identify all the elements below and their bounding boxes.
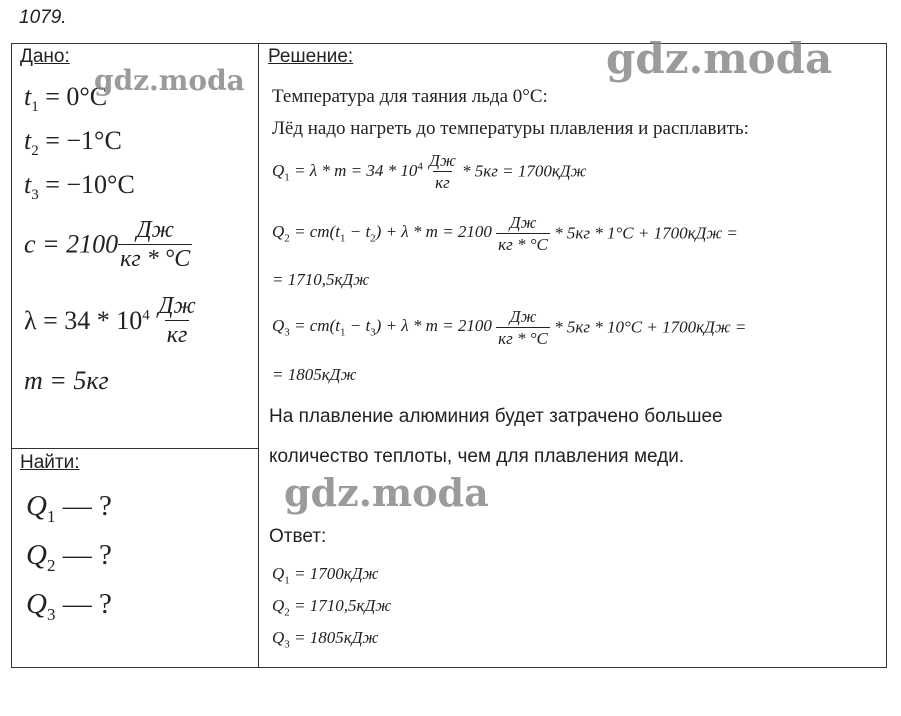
equation-q3-continuation: = 1805кДж <box>272 365 357 384</box>
find-q3 <box>26 588 112 625</box>
eq2-s2: 2 <box>370 232 376 245</box>
eq3-a: = cm(t <box>294 316 340 336</box>
eq2-mid: − t <box>345 222 371 242</box>
eq1-lhs: Q <box>272 160 285 180</box>
problem-number: 1079. <box>19 7 67 28</box>
find-q2-var: Q <box>26 539 47 571</box>
find-q2-sub: 2 <box>46 555 56 575</box>
find-q3-var: Q <box>26 588 47 620</box>
table-left-border <box>11 43 12 668</box>
t1-rhs: = 0°C <box>45 82 108 111</box>
answer-q3 <box>272 628 378 650</box>
eq3-num: Дж <box>509 307 537 326</box>
equation-q2 <box>272 214 738 253</box>
eq3-mid: − t <box>345 316 371 336</box>
conclusion-line1: На плавление алюминия будет затрачено большее <box>269 406 723 427</box>
eq3-sub: 3 <box>284 326 290 339</box>
watermark-middle: gdz.moda <box>284 470 489 515</box>
solution-line1: Температура для таяния льда 0°C: <box>272 86 548 107</box>
t1-var: t <box>24 82 32 111</box>
find-q1-sub: 1 <box>46 506 56 526</box>
equation-q3 <box>272 308 746 347</box>
find-q1 <box>26 490 112 527</box>
eq2-fraction <box>496 214 550 253</box>
lambda-num: Дж <box>158 293 196 319</box>
answer-q3-sub: 3 <box>284 638 290 651</box>
equation-q1 <box>272 152 586 191</box>
eq2-sub: 2 <box>284 232 290 245</box>
answer-q2-rhs: = 1710,5кДж <box>294 596 392 615</box>
eq2-s1: 1 <box>339 232 346 245</box>
lambda-den: кг <box>166 322 188 348</box>
eq3-den: кг * °C <box>498 329 548 348</box>
answer-q1-var: Q <box>272 564 285 583</box>
solution-line2: Лёд надо нагреть до температуры плавления и расплавить: <box>272 118 749 139</box>
eq2-b: ) + λ * m = 2100 <box>375 222 492 242</box>
eq1-num: Дж <box>429 151 456 170</box>
given-m: m = 5кг <box>24 366 109 395</box>
answer-q2-sub: 2 <box>284 606 290 619</box>
answer-q2-var: Q <box>272 596 285 615</box>
c-fraction <box>118 218 192 271</box>
eq1-exp: 4 <box>417 159 423 172</box>
lambda-lhs: λ = 34 * 10 <box>24 305 143 335</box>
answer-q1-sub: 1 <box>284 574 290 587</box>
lambda-exp: 4 <box>142 306 150 323</box>
eq3-s2: 3 <box>370 326 376 339</box>
eq1-den: кг <box>435 173 450 192</box>
eq3-s1: 1 <box>339 326 346 339</box>
eq3-fraction <box>496 308 550 347</box>
answer-q1-rhs: = 1700кДж <box>294 564 379 583</box>
eq2-a: = cm(t <box>294 222 340 242</box>
c-den: кг * °C <box>120 246 191 272</box>
t1-sub: 1 <box>31 99 39 116</box>
find-q3-sub: 3 <box>46 604 56 624</box>
watermark-top-left: gdz.moda <box>94 64 245 97</box>
eq1-a: = λ * m = 34 * 10 <box>294 160 418 180</box>
eq1-b: * 5кг = 1700кДж <box>462 161 587 181</box>
eq3-lhs: Q <box>272 316 285 336</box>
watermark-top-right: gdz.moda <box>606 34 833 83</box>
c-lhs: c = 2100 <box>24 229 119 259</box>
given-lambda <box>24 294 198 347</box>
c-num: Дж <box>136 217 174 243</box>
eq2-lhs: Q <box>272 222 285 242</box>
t3-sub: 3 <box>31 187 39 204</box>
given-heading: Дано: <box>20 46 70 67</box>
answer-q3-rhs: = 1805кДж <box>294 628 379 647</box>
solution-heading: Решение: <box>268 46 354 67</box>
find-q2 <box>26 539 112 576</box>
equation-q2-continuation: = 1710,5кДж <box>272 270 370 289</box>
t2-sub: 2 <box>31 143 39 160</box>
t3-rhs: = −10°C <box>45 170 135 199</box>
given-c <box>24 218 192 271</box>
find-q3-rhs: — ? <box>62 588 112 620</box>
t2-var: t <box>24 126 32 155</box>
table-column-divider <box>258 43 259 668</box>
answer-q1 <box>272 564 378 586</box>
eq3-c: * 5кг * 10°C + 1700кДж = <box>554 317 747 337</box>
t3-var: t <box>24 170 32 199</box>
table-right-border <box>886 43 887 668</box>
t2-rhs: = −1°C <box>45 126 122 155</box>
eq3-b: ) + λ * m = 2100 <box>375 316 492 336</box>
answer-q3-var: Q <box>272 628 285 647</box>
find-q1-rhs: — ? <box>62 490 112 522</box>
eq2-den: кг * °C <box>498 235 548 254</box>
given-t2 <box>24 126 122 160</box>
lambda-fraction <box>156 294 198 347</box>
eq1-sub: 1 <box>284 171 290 184</box>
find-q2-rhs: — ? <box>62 539 112 571</box>
given-t3 <box>24 170 135 204</box>
answer-q2 <box>272 596 391 618</box>
eq1-fraction <box>427 152 458 191</box>
conclusion-line2: количество теплоты, чем для плавления меди. <box>269 446 685 467</box>
given-find-divider <box>11 448 258 449</box>
answer-heading: Ответ: <box>269 526 327 547</box>
find-q1-var: Q <box>26 490 47 522</box>
find-heading: Найти: <box>20 452 80 473</box>
table-bottom-border <box>11 667 887 668</box>
eq2-c: * 5кг * 1°C + 1700кДж = <box>554 223 738 243</box>
eq2-num: Дж <box>509 213 537 232</box>
